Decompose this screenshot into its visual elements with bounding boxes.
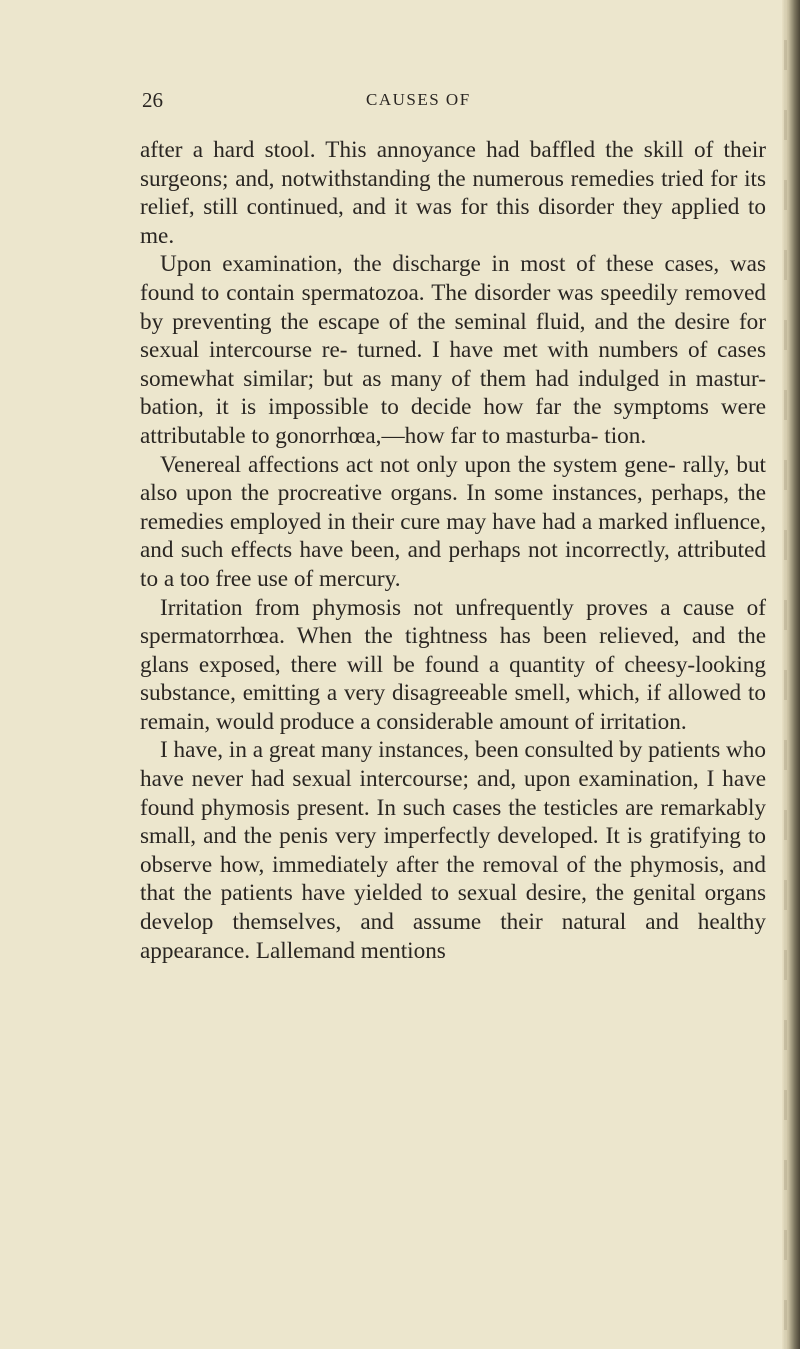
running-title: CAUSES OF	[366, 90, 471, 109]
running-head	[142, 88, 772, 118]
paragraph-examination: Upon examination, the discharge in most of these cases, was found to contain spermatozoa. The disorder was speedily removed by preventing the escape of the seminal fluid, and the desire for sexual intercourse re- turned. I have met with numbers of cases somewhat similar; but as many of them had indulged in mastur- bation, it is impossible to decide how far the symptoms were attributable to gonorrhœa,—how far to masturba- tion.	[140, 251, 766, 449]
paragraph-continued: after a hard stool. This annoyance had baffled the skill of their surgeons; and, notwithstanding the numerous remedies tried for its relief, still continued, and it was for this disorder they applied to me.	[140, 137, 766, 249]
page-number: 26	[142, 88, 163, 112]
paragraph-venereal-affections: Venereal affections act not only upon the system gene- rally, but also upon the procreative organs. In some instances, perhaps, the remedies employed in their cure may have had a marked influence, and such effects have been, and perhaps not incorrectly, attributed to a too free use of mercury.	[140, 451, 766, 592]
paragraph-consulted-patients: I have, in a great many instances, been consulted by patients who have never had sexual intercourse; and, upon examination, I have found phymosis present. In such cases the testicles are remarkably small, and the penis very imperfectly developed. It is gratifying to observe how, immediately after the removal of the phymosis, and that the patients have yielded to sexual desire, the genital organs develop themselves, and assume their natural and healthy appearance. Lallemand mentions	[140, 737, 766, 964]
paragraph-irritation-phymosis: Irritation from phymosis not unfrequently proves a cause of spermatorrhœa. When the tightness has been relieved, and the glans exposed, there will be found a quantity of cheesy-looking substance, emitting a very disagreeable smell, which, if allowed to remain, would produce a considerable amount of irritation.	[140, 594, 766, 735]
body-text	[140, 136, 766, 965]
page-binding-edge	[782, 0, 800, 1349]
